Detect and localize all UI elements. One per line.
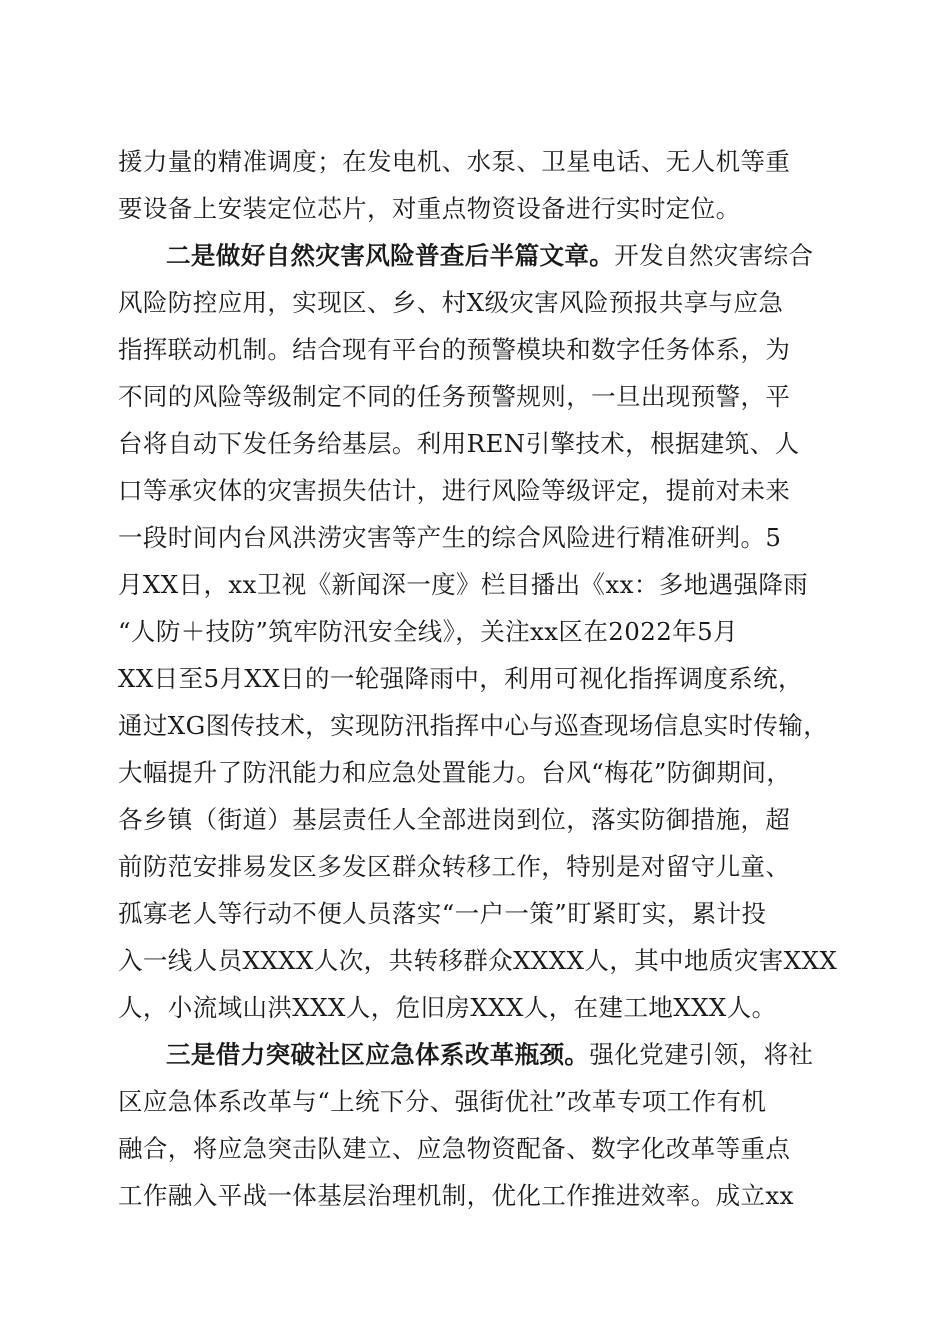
- text-line: 区应急体系改革与“上统下分、强街优社”改革专项工作有机: [118, 1087, 767, 1116]
- text-line: 入一线人员XXXX人次，共转移群众XXXX人，其中地质灾害XXX: [118, 946, 838, 975]
- text-line: XX日至5月XX日的一轮强降雨中，利用可视化指挥调度系统，: [118, 664, 803, 693]
- text-line: 援力量的精准调度；在发电机、水泵、卫星电话、无人机等重: [118, 147, 791, 176]
- text-line: 大幅提升了防汛能力和应急处置能力。台风“梅花”防御期间，: [118, 758, 792, 787]
- text-line: 人，小流域山洪XXX人，危旧房XXX人，在建工地XXX人。: [118, 993, 777, 1022]
- text-line: 风险防控应用，实现区、乡、村X级灾害风险预报共享与应急: [118, 288, 784, 317]
- paragraph-3-text: 强化党建引领，将社: [589, 1040, 814, 1069]
- text-line: 各乡镇（街道）基层责任人全部进岗到位，落实防御措施，超: [118, 805, 791, 834]
- text-line: 前防范安排易发区多发区群众转移工作，特别是对留守儿童、: [118, 852, 791, 881]
- text-line: 不同的风险等级制定不同的任务预警规则，一旦出现预警，平: [118, 382, 791, 411]
- paragraph-2-lead: 二是做好自然灾害风险普查后半篇文章。: [166, 241, 615, 270]
- text-line: 一段时间内台风洪涝灾害等产生的综合风险进行精准研判。5: [118, 523, 782, 552]
- paragraph-3-lead: 三是借力突破社区应急体系改革瓶颈。: [166, 1040, 590, 1069]
- text-line: 口等承灾体的灾害损失估计，进行风险等级评定，提前对未来: [118, 476, 791, 505]
- text-line: 指挥联动机制。结合现有平台的预警模块和数字任务体系，为: [118, 335, 791, 364]
- text-line: 通过XG图传技术，实现防汛指挥中心与巡查现场信息实时传输，: [118, 711, 829, 740]
- paragraph-3-first-line: [166, 1035, 838, 1075]
- text-line: 孤寡老人等行动不便人员落实“一户一策”盯紧盯实，累计投: [118, 899, 767, 928]
- text-line: 月XX日，xx卫视《新闻深一度》栏目播出《xx：多地遇强降雨: [118, 570, 809, 599]
- text-line: “人防＋技防”筑牢防汛安全线》，关注xx区在2022年5月: [118, 617, 738, 646]
- text-line: 台将自动下发任务给基层。利用REN引擎技术，根据建筑、人: [118, 429, 800, 458]
- text-line: 工作融入平战一体基层治理机制，优化工作推进效率。成立xx: [118, 1181, 794, 1210]
- text-line: 要设备上安装定位芯片，对重点物资设备进行实时定位。: [118, 194, 741, 223]
- text-line: 融合，将应急突击队建立、应急物资配备、数字化改革等重点: [118, 1134, 791, 1163]
- paragraph-2-first-line: [166, 236, 838, 276]
- paragraph-2-text: 开发自然灾害综合: [614, 241, 814, 270]
